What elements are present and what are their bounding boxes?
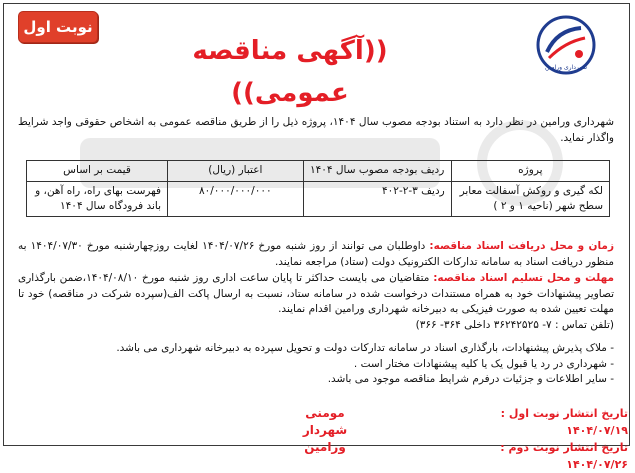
deliver-section — [18, 271, 614, 333]
signer-name: مومنی — [305, 406, 345, 420]
table-header-row — [27, 161, 610, 182]
first-publication-date — [438, 405, 628, 439]
second-date-label: تاریخ انتشار نوبت دوم : — [500, 441, 628, 454]
cell-project: لکه گیری و روکش آسفالت معابر سطح شهر (ناحیه ۱ و ۲ ) — [451, 182, 609, 217]
header-price-basis: قیمت بر اساس — [27, 161, 168, 182]
first-date-value: ۱۴۰۴/۰۷/۱۹ — [566, 424, 628, 437]
municipality-logo — [535, 14, 597, 76]
deliver-text: متقاضیان می بایست حداکثر تا پایان ساعت اداری روز شنبه مورخ ۱۴۰۴/۰۸/۱۰،ضمن بارگذاری تصاویر پیشنهادات خود به همراه مستندات درخواست شده در سامانه ستاد، نسبت به ارسال پاکت الف(سپرده شرکت در مناقصه) خود تا مهلت تعیین شده به صورت فیزیکی به دبیرخانه شهرداری ورامین اقدام نمایند. — [18, 272, 614, 315]
receive-section — [18, 239, 614, 270]
second-date-value: ۱۴۰۴/۰۷/۲۶ — [566, 458, 628, 471]
page-title: ((آگهی مناقصه عمومی)) — [192, 36, 388, 108]
intro-paragraph: شهرداری ورامین در نظر دارد به استناد بودجه مصوب سال ۱۴۰۴، پروژه ذیل را از طریق مناقصه عمومی به اشخاص حقوقی واجد شرایط واگذار نماید. — [18, 116, 614, 144]
second-publication-date — [438, 439, 628, 473]
header-budget-row: ردیف بودجه مصوب سال ۱۴۰۴ — [303, 161, 451, 182]
header-credit: اعتبار (ریال) — [168, 161, 304, 182]
notes-list — [18, 341, 614, 388]
logo-caption: شهرداری ورامین — [545, 64, 587, 71]
tender-table — [26, 160, 610, 217]
cell-budget-row: ردیف ۳-۲-۴۰۲ — [303, 182, 451, 217]
header-project: پروژه — [451, 161, 609, 182]
publication-dates — [438, 405, 628, 473]
list-item: - شهرداری در رد یا قبول یک یا کلیه پیشنهادات مختار است . — [353, 357, 614, 370]
table-row — [27, 182, 610, 217]
first-date-label: تاریخ انتشار نوبت اول : — [500, 407, 628, 420]
receive-text: داوطلبان می توانند از روز شنبه مورخ ۱۴۰۴/۰۷/۲۶ لغایت روزچهارشنبه مورخ ۱۴۰۴/۰۷/۳۰ به منظور دریافت اسناد به سامانه تدارکات الکترونیک دولت (ستاد) مراجعه نمایند. — [18, 240, 614, 268]
cell-price-basis: فهرست بهای راه، راه آهن، و باند فرودگاه سال ۱۴۰۴ — [27, 182, 168, 217]
cell-credit: ۸۰/۰۰۰/۰۰۰/۰۰۰ — [168, 182, 304, 217]
deliver-label: مهلت و محل تسلیم اسناد مناقصه: — [433, 272, 614, 284]
contact-phone: (تلفن تماس : ۷- ۳۶۲۴۲۵۲۵ داخلی ۳۶۴- ۳۶۶) — [415, 318, 614, 331]
list-item: - ملاک پذیرش پیشنهادات، بارگذاری اسناد در سامانه تدارکات دولت و تحویل سپرده به دبیرخانه شهرداری می باشد. — [116, 342, 614, 354]
list-item: - سایر اطلاعات و جزئیات درفرم شرایط مناقصه موجود می باشد. — [327, 373, 614, 385]
signer-role: شهردار ورامین — [302, 423, 348, 454]
signature-block — [280, 405, 370, 456]
notice-round-badge: نوبت اول — [18, 11, 98, 43]
receive-label: زمان و محل دریافت اسناد مناقصه: — [429, 240, 614, 252]
